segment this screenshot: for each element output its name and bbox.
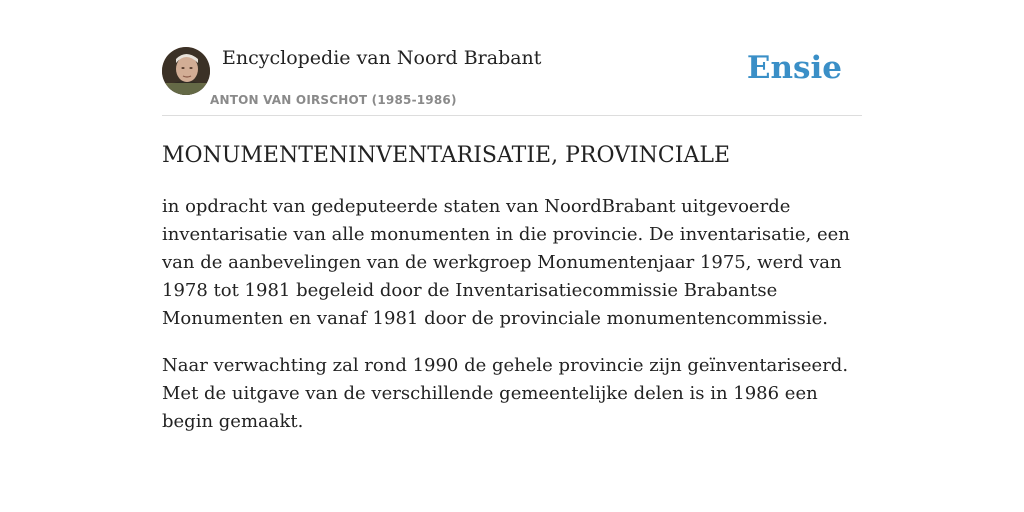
article-title: MONUMENTENINVENTARISATIE, PROVINCIALE [162, 143, 731, 168]
article-paragraph: Naar verwachting zal rond 1990 de gehele provincie zijn geïnventariseerd. Met de uitgave van de verschillende gemeentelijke delen is in 1986 een begin gemaakt. [162, 355, 849, 432]
author-portrait-icon [162, 47, 210, 95]
author-avatar [162, 47, 210, 95]
ensie-logo[interactable]: Ensie [746, 50, 842, 86]
page-container [162, 46, 862, 436]
author-name[interactable]: ANTON VAN OIRSCHOT (1985-1986) [210, 93, 457, 107]
source-header [162, 46, 862, 116]
article-paragraph: in opdracht van gedeputeerde staten van NoordBrabant uitgevoerde inventarisatie van alle monumenten in die provincie. De inventarisatie, een van de aanbevelingen van de werkgroep Monumentenjaar 1975, werd van 1978 tot 1981 begeleid door de Inventarisatiecommissie Brabantse Monumenten en vanaf 1981 door de provinciale monumentencommissie. [162, 196, 850, 329]
source-title[interactable]: Encyclopedie van Noord Brabant [222, 47, 542, 69]
